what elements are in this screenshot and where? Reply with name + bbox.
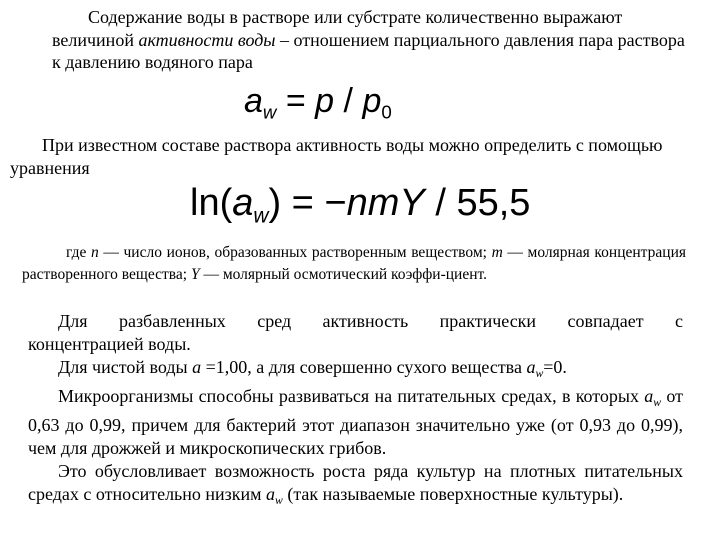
formula2-divisor: / 55,5 bbox=[424, 182, 531, 224]
osmotic-formula bbox=[190, 184, 530, 227]
legend-part3: — молярная концентрация растворенного вещества; bbox=[22, 244, 686, 283]
legend-part4: — молярный осмотический коэффи-циент. bbox=[199, 266, 487, 283]
p1-line2: концентрацией воды. bbox=[28, 334, 191, 354]
intro-paragraph bbox=[52, 6, 692, 74]
p1-line1: Для разбавленных сред активность практически совпадает с bbox=[58, 311, 683, 331]
formula1-equals: = bbox=[276, 82, 316, 120]
formula-legend bbox=[22, 242, 686, 286]
formula1-p0: p bbox=[362, 82, 382, 120]
paragraph-microorganisms bbox=[28, 385, 683, 460]
formula2-ln: ln( bbox=[190, 182, 233, 224]
intro-term-water-activity: активности воды bbox=[138, 29, 276, 50]
p2-aw: a bbox=[526, 357, 536, 377]
p2-a: Для чистой воды bbox=[58, 357, 193, 377]
p2-a-var: а bbox=[192, 357, 202, 377]
equation-intro-paragraph bbox=[10, 134, 700, 179]
p4-aw: a bbox=[266, 484, 276, 505]
paragraph-cultures bbox=[28, 460, 683, 512]
formula1-p: p bbox=[315, 82, 335, 120]
legend-part2: — число ионов, образованных растворенным веществом; bbox=[98, 244, 492, 261]
legend-part1: где bbox=[66, 244, 91, 261]
p4-a: Это обусловливает возможность роста ряда культур на плотных питательных средах с относительно низким bbox=[28, 461, 683, 505]
formula1-p0-subscript: 0 bbox=[381, 101, 392, 123]
formula2-nmY: nmY bbox=[346, 182, 425, 224]
intro-text-before: Содержание воды в растворе или субстрате количественно выражают величиной bbox=[52, 7, 623, 50]
formula2-a: a bbox=[232, 182, 254, 224]
body-text bbox=[28, 310, 683, 512]
intro-text-after: – отношением парциального давления пара раствора к давлению водяного пара bbox=[52, 29, 685, 72]
p4-aw-subscript: w bbox=[275, 494, 283, 508]
p3-a: Микроорганизмы способны развиваться на питательных средах, в которых bbox=[58, 386, 645, 407]
p2-c: =0. bbox=[543, 357, 567, 377]
mid-text: При известном составе раствора активность воды можно определить с помощью уравнения bbox=[10, 135, 663, 178]
p3-aw-subscript: w bbox=[653, 396, 662, 410]
formula2-equals-minus: ) = − bbox=[268, 182, 347, 224]
p2-aw-subscript: w bbox=[535, 367, 544, 381]
formula1-a: a bbox=[244, 82, 263, 120]
legend-m: m bbox=[491, 244, 503, 261]
formula1-a-subscript: w bbox=[262, 101, 277, 123]
p3-aw: a bbox=[644, 386, 654, 407]
formula1-slash: / bbox=[334, 82, 363, 120]
p3-b: от 0,63 до 0,99, причем для бактерий этот диапазон значительно уже (от 0,93 до 0,99), чем для дрожжей и микроскопических грибов. bbox=[28, 386, 683, 459]
legend-Y: Y bbox=[190, 266, 200, 283]
p2-b: =1,00, а для совершенно сухого вещества bbox=[201, 357, 527, 377]
paragraph-dilute-line2 bbox=[28, 333, 683, 356]
formula2-a-subscript: w bbox=[253, 204, 269, 228]
legend-n: n bbox=[90, 244, 99, 261]
water-activity-formula bbox=[244, 84, 392, 122]
paragraph-pure-water bbox=[28, 356, 683, 385]
paragraph-dilute-line1 bbox=[28, 310, 683, 333]
p4-b: (так называемые поверхностные культуры). bbox=[282, 484, 624, 505]
